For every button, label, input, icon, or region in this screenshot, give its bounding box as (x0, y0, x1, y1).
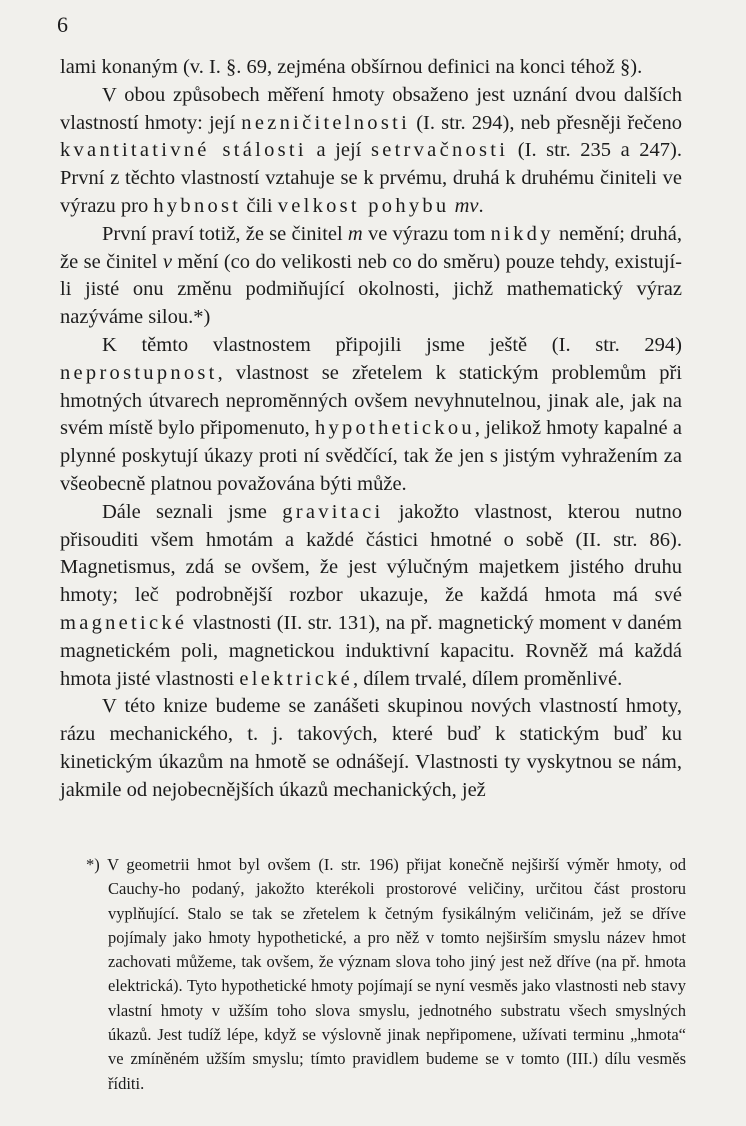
spaced-term: nezničitelnosti (241, 111, 411, 134)
spaced-term: kvantitativné stálosti (60, 139, 307, 162)
text-run: K těmto vlastnostem připojili jsme ještě (I. str. 294) (102, 333, 682, 356)
text-run: První praví totiž, že se činitel (102, 222, 348, 245)
text-run: jakožto vlastnost, kterou nutno přisouditi všem hmotám a každé částici hmotné o sobě (II. str. 86). Magnetismus, zdá se ovšem, že jest výlučným majetkem jistého druhu hmoty; leč podrobnější rozbor ukazuje, že každá hmota má své (60, 500, 683, 607)
footnote (86, 853, 686, 1096)
text-run: nemění; druhá, že se činitel (60, 222, 683, 273)
text-run: čili (241, 194, 278, 217)
body-text (60, 54, 682, 805)
italic-symbol: mv (454, 194, 479, 217)
spaced-term: elektrické (239, 667, 353, 690)
paragraph-1 (60, 54, 682, 82)
spaced-term: hypothetickou (314, 417, 475, 440)
text-run: , dílem trvalé, dílem proměnlivé. (352, 667, 623, 690)
spaced-term: magnetické (60, 611, 188, 634)
spaced-term: nikdy (490, 222, 554, 245)
text-run: mění (co do velikosti neb co do směru) pouze tehdy, existují-li jisté onu změnu podmiňující okolnosti, jichž mathematický výraz nazýváme silou.*) (60, 250, 682, 329)
footnote-mark: *) (86, 855, 100, 874)
text-run: Dále seznali jsme (102, 500, 283, 523)
footnote-text: V geometrii hmot byl ovšem (I. str. 196) přijat konečně nejširší výměr hmoty, od Cauchy-ho podaný, jakožto kterékoli prostorové veličiny, určitou část prostoru vyplňující. Stalo se tak se zřetelem k četným fysikálným veličinám, jež se dříve pojímaly jako hmoty hypothetické, a pro něž v tomto nejširším smyslu název hmot zachovati můžeme, tak ovšem, že význam slova toho jiný jest než dříve (na př. hmota elektrická). Tyto hypothetické hmoty pojímají se nyní vesměs jako vlastnosti neb stavy vlastní hmoty v užším toho slova smyslu, jednotného substratu všech smyslných úkazů. Jest tudíž lépe, když se výslovně jinak nepřipomene, užívati terminu „hmota“ ve zmíněném užším smyslu; tímto pravidlem budeme se v tomto (III.) dílu vesměs říditi. (99, 855, 686, 1093)
italic-symbol: v (162, 250, 172, 273)
text-run: . (478, 194, 484, 217)
text-run: (I. str. 235 a 247). První z těchto vlastností vztahuje se k prvému, druhá k druhému činiteli ve výrazu pro (60, 139, 682, 217)
text-run: ve výrazu tom (362, 222, 491, 245)
text-run: V obou způsobech měření hmoty obsaženo jest uznání dvou dalších vlastností hmoty: její (60, 83, 682, 134)
text-run: a její (306, 139, 371, 162)
paragraph-6 (60, 693, 682, 804)
paragraph-4 (60, 332, 682, 499)
text-run: V této knize budeme se zanášeti skupinou nových vlastností hmoty, rázu mechanického, t. j. takových, které buď k statickým buď ku kinetickým úkazům na hmotě se odnášejí. Vlastnosti ty vyskytnou se nám, jakmile od nejobecnějších úkazů mechanických, jež (60, 695, 682, 801)
footnote-paragraph (86, 853, 686, 1096)
text-run: , jelikož hmoty kapalné a plynné poskytují úkazy proti ní svědčící, tak že jen s jistým vyhražením za všeobecně platnou považována býti může. (60, 417, 682, 495)
paragraph-3 (60, 221, 682, 332)
spaced-term: neprostupnost (60, 361, 218, 384)
spaced-term: setrvačnosti (370, 139, 509, 162)
paragraph-2 (60, 82, 682, 221)
text-run: vlastnosti (II. str. 131), na př. magnetický moment v daném magnetickém poli, magnetickou induktivní kapacitu. Rovněž má každá hmota jisté vlastnosti (60, 611, 682, 690)
spaced-term: gravitaci (282, 500, 384, 523)
page-number: 6 (57, 12, 68, 37)
spaced-term: hybnost (153, 194, 242, 217)
spaced-term: velkost pohybu (277, 194, 450, 217)
text-run: lami konaným (v. I. §. 69, zejména obšírnou definici na konci téhož §). (60, 56, 643, 78)
text-run: , vlastnost se zřetelem k statickým problemům při hmotných útvarech nepromĕnných ovšem nevyhnutelnou, jinak ale, jak na svém místě bylo připomenuto, (60, 361, 682, 440)
text-run: (I. str. 294), neb přesněji řečeno (410, 111, 683, 134)
italic-symbol: m (347, 222, 363, 245)
paragraph-5 (60, 499, 682, 694)
